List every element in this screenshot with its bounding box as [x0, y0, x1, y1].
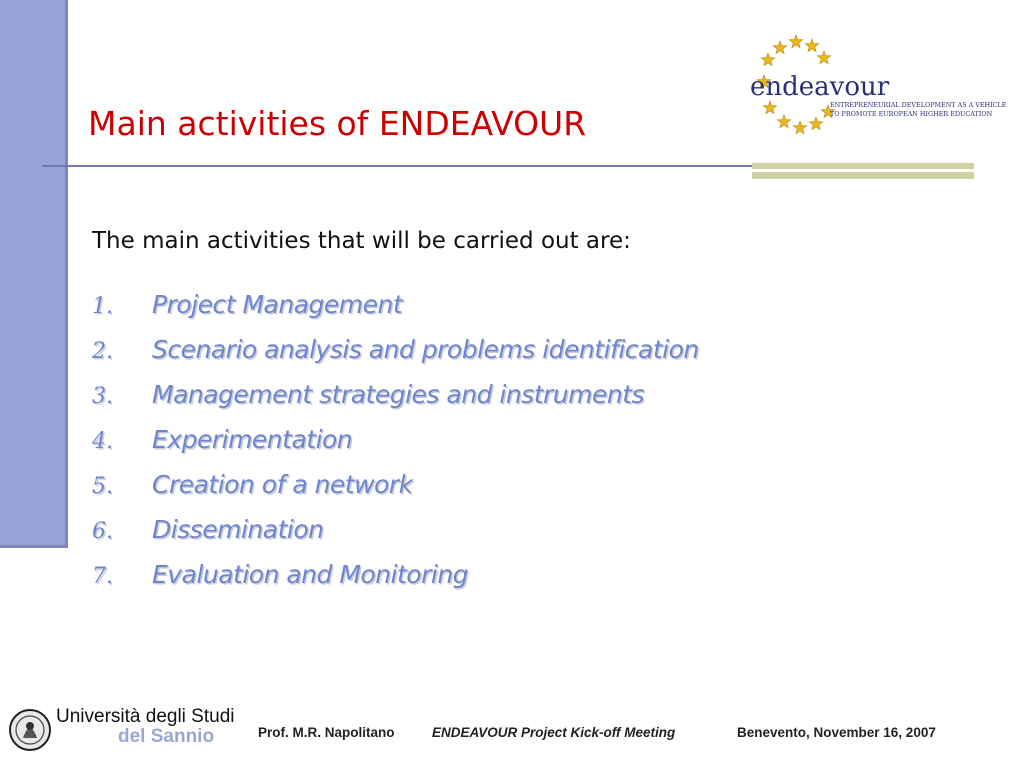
slide-title: Main activities of ENDEAVOUR: [88, 104, 587, 143]
star-icon: [777, 115, 790, 128]
footer-place-date: Benevento, November 16, 2007: [737, 725, 936, 740]
star-icon: [773, 41, 786, 54]
item-number: 5.: [92, 474, 113, 499]
item-number: 4.: [92, 429, 113, 454]
left-accent-bar: [0, 0, 68, 548]
logo-tagline-line2: TO PROMOTE EUROPEAN HIGHER EDUCATION: [830, 110, 993, 118]
item-label: Creation of a network: [152, 470, 413, 499]
item-number: 1.: [92, 294, 113, 319]
star-icon: [789, 35, 802, 48]
university-seal-icon: [8, 704, 52, 756]
university-logo: [8, 704, 236, 760]
star-icon: [793, 121, 806, 134]
accent-strip: [752, 163, 974, 179]
item-number: 7.: [92, 564, 113, 589]
star-icon: [817, 51, 830, 64]
item-label: Scenario analysis and problems identification: [152, 335, 699, 364]
logo-wordmark: endeavour: [750, 72, 890, 102]
star-icon: [763, 101, 776, 114]
item-label: Management strategies and instruments: [152, 380, 645, 409]
item-label: Evaluation and Monitoring: [152, 560, 469, 589]
star-icon: [805, 39, 818, 52]
intro-text: The main activities that will be carried out are:: [92, 228, 631, 254]
logo-tagline: [830, 101, 1007, 119]
item-label: Dissemination: [152, 515, 324, 544]
endeavour-logo: [740, 32, 1007, 148]
star-icon: [809, 117, 822, 130]
item-label: Experimentation: [152, 425, 353, 454]
university-subname: del Sannio: [118, 726, 215, 747]
footer-author: Prof. M.R. Napolitano: [258, 725, 395, 740]
item-number: 3.: [92, 384, 113, 409]
item-label: Project Management: [152, 290, 403, 319]
university-name: Università degli Studi: [56, 706, 235, 727]
slide-footer: [0, 700, 1024, 768]
item-number: 2.: [92, 339, 113, 364]
star-icon: [761, 53, 774, 66]
footer-event: ENDEAVOUR Project Kick-off Meeting: [432, 725, 676, 740]
item-number: 6.: [92, 519, 113, 544]
logo-tagline-line1: ENTREPRENEURIAL DEVELOPMENT AS A VEHICLE: [830, 101, 1007, 109]
